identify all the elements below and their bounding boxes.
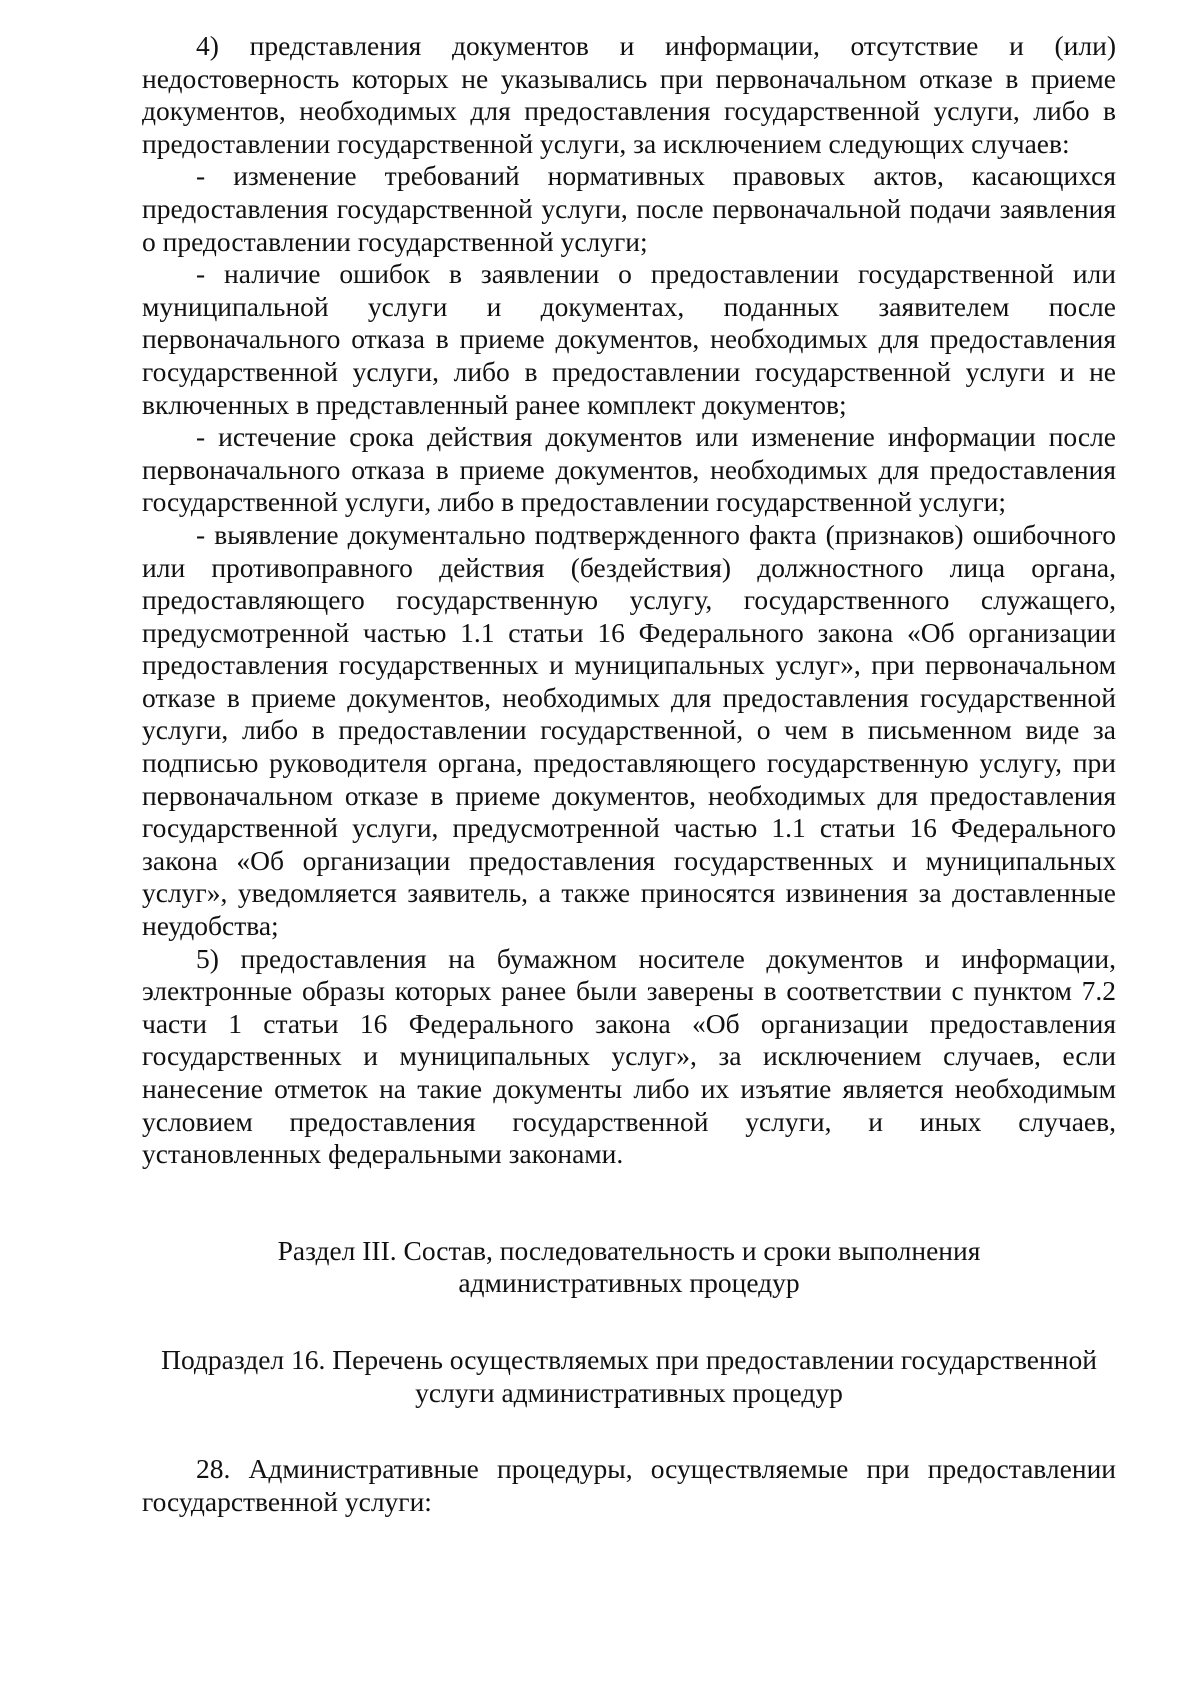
paragraph-dash-errors: - наличие ошибок в заявлении о предоставлении государственной или муниципальной услуги и документах, поданных заявителем после первоначального отказа в приеме документов, необходимых для предоставления государственной услуги, либо в предоставлении государственной услуги и не включенных в представленный ранее комплект документов; [142, 258, 1116, 420]
paragraph-item-5: 5) предоставления на бумажном носителе документов и информации, электронные образы которых ранее были заверены в соответствии с пунктом 7.2 части 1 статьи 16 Федерального закона «Об организации предоставления государственных и муниципальных услуг», за исключением случаев, если нанесение отметок на такие документы либо их изъятие является необходимым условием предоставления государственной услуги, и иных случаев, установленных федеральными законами. [142, 942, 1116, 1170]
subsection-title-line-1: Подраздел 16. Перечень осуществляемых при предоставлении государственной [161, 1343, 1097, 1375]
paragraph-dash-requirements-change: - изменение требований нормативных правовых актов, касающихся предоставления государственной услуги, после первоначальной подачи заявления о предоставлении государственной услуги; [142, 160, 1116, 257]
document-page [142, 30, 1116, 1518]
paragraph-dash-violation: - выявление документально подтвержденного факта (признаков) ошибочного или противоправного действия (бездействия) должностного лица органа, предоставляющего государственную услугу, государственного служащего, предусмотренной частью 1.1 статьи 16 Федерального закона «Об организации предоставления государственных и муниципальных услуг», при первоначальном отказе в приеме документов, необходимых для предоставления государственной услуги, либо в предоставлении государственной, о чем в письменном виде за подписью руководителя органа, предоставляющего государственную услугу, при первоначальном отказе в приеме документов, необходимых для предоставления государственной услуги, предусмотренной частью 1.1 статьи 16 Федерального закона «Об организации предоставления государственных и муниципальных услуг», уведомляется заявитель, а также приносятся извинения за доставленные неудобства; [142, 518, 1116, 942]
subsection-title [142, 1344, 1116, 1409]
section-title [142, 1235, 1116, 1300]
section-title-line-2: административных процедур [458, 1267, 800, 1299]
section-title-line-1: Раздел III. Состав, последовательность и сроки выполнения [277, 1234, 981, 1266]
paragraph-item-4: 4) представления документов и информации, отсутствие и (или) недостоверность которых не указывались при первоначальном отказе в приеме документов, необходимых для предоставления государственной услуги, либо в предоставлении государственной услуги, за исключением следующих случаев: [142, 30, 1116, 159]
paragraph-dash-expiry: - истечение срока действия документов или изменение информации после первоначального отказа в приеме документов, необходимых для предоставления государственной услуги, либо в предоставлении государственной услуги; [142, 421, 1116, 518]
subsection-title-line-2: услуги административных процедур [415, 1376, 843, 1408]
paragraph-28: 28. Административные процедуры, осуществляемые при предоставлении государственной услуги: [142, 1453, 1116, 1517]
